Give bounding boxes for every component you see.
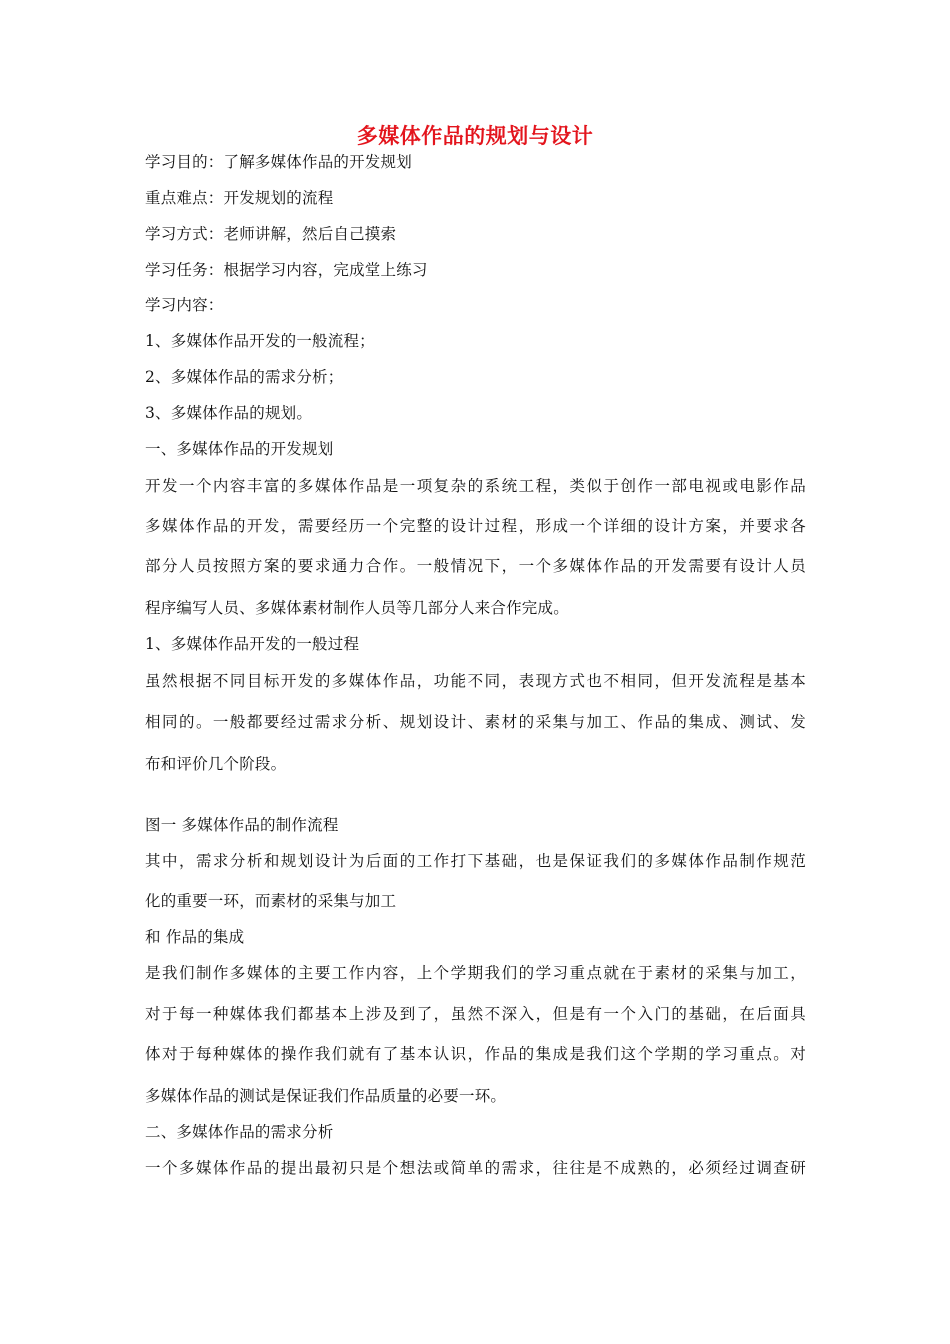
paragraph-line: 化的重要一环，而素材的采集与加工 <box>145 892 397 910</box>
list-item: 2、多媒体作品的需求分析； <box>145 368 344 386</box>
paragraph-line: 对于每一种媒体我们都基本上涉及到了，虽然不深入，但是有一个入门的基础，在后面具 <box>145 1005 806 1023</box>
paragraph-line: 相同的。一般都要经过需求分析、规划设计、素材的采集与加工、作品的集成、测试、发 <box>145 713 806 731</box>
figure-caption: 图一 多媒体作品的制作流程 <box>145 816 339 834</box>
paragraph-line: 程序编写人员、多媒体素材制作人员等几部分人来合作完成。 <box>145 599 569 617</box>
paragraph-line: 部分人员按照方案的要求通力合作。一般情况下，一个多媒体作品的开发需要有设计人员 <box>145 557 806 575</box>
paragraph-line: 多媒体作品的测试是保证我们作品质量的必要一环。 <box>145 1087 507 1105</box>
paragraph-line: 虽然根据不同目标开发的多媒体作品，功能不同，表现方式也不相同，但开发流程是基本 <box>145 672 806 690</box>
paragraph-line: 学习目的：了解多媒体作品的开发规划 <box>145 153 412 171</box>
paragraph-line: 一个多媒体作品的提出最初只是个想法或简单的需求，往往是不成熟的，必须经过调查研 <box>145 1159 806 1177</box>
paragraph-line: 学习任务：根据学习内容，完成堂上练习 <box>145 261 428 279</box>
section-heading: 1、多媒体作品开发的一般过程 <box>145 635 360 653</box>
paragraph-line: 学习方式：老师讲解，然后自己摸索 <box>145 225 397 243</box>
paragraph-line: 是我们制作多媒体的主要工作内容，上个学期我们的学习重点就在于素材的采集与加工， <box>145 964 806 982</box>
paragraph-line: 多媒体作品的开发，需要经历一个完整的设计过程，形成一个详细的设计方案，并要求各 <box>145 517 806 535</box>
paragraph-line: 和 作品的集成 <box>145 928 245 946</box>
paragraph-line: 体对于每种媒体的操作我们就有了基本认识，作品的集成是我们这个学期的学习重点。对 <box>145 1045 806 1063</box>
list-item: 3、多媒体作品的规划。 <box>145 404 313 422</box>
paragraph-line: 学习内容： <box>145 296 224 314</box>
paragraph-line: 开发一个内容丰富的多媒体作品是一项复杂的系统工程，类似于创作一部电视或电影作品 <box>145 477 806 495</box>
paragraph-line: 布和评价几个阶段。 <box>145 755 287 773</box>
paragraph-line: 其中，需求分析和规划设计为后面的工作打下基础，也是保证我们的多媒体作品制作规范 <box>145 852 806 870</box>
section-heading: 一、多媒体作品的开发规划 <box>145 440 334 458</box>
document-title: 多媒体作品的规划与设计 <box>356 123 594 148</box>
paragraph-line: 重点难点：开发规划的流程 <box>145 189 334 207</box>
section-heading: 二、多媒体作品的需求分析 <box>145 1123 334 1141</box>
list-item: 1、多媒体作品开发的一般流程； <box>145 332 375 350</box>
